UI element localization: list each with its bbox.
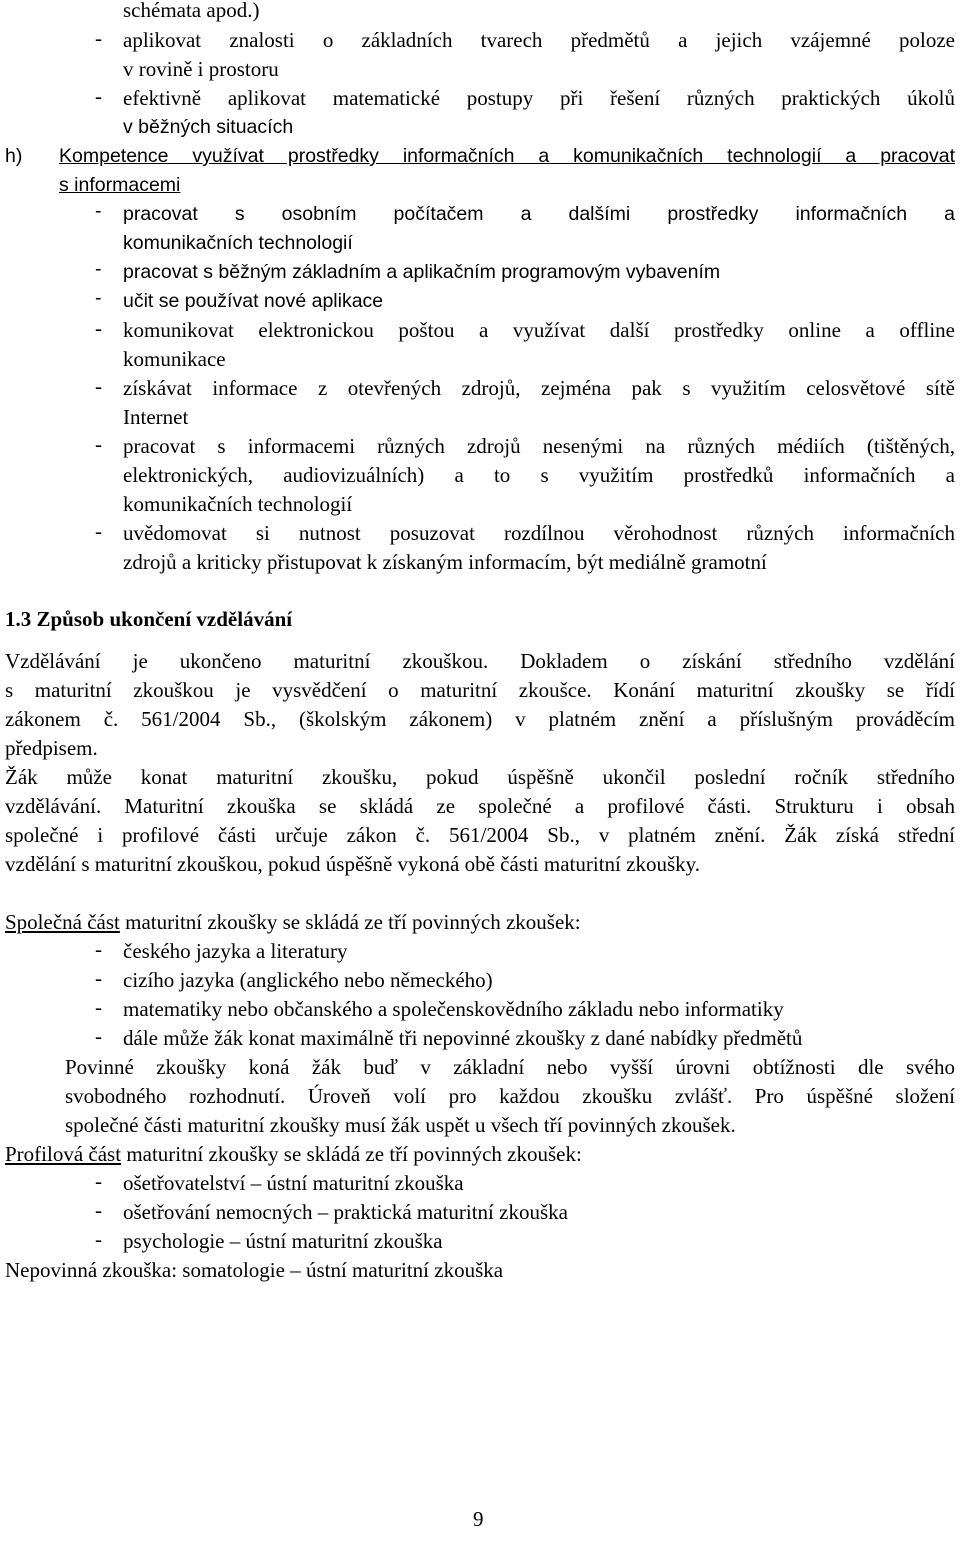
list-item: psychologie – ústní maturitní zkouška [123,1229,443,1253]
list-item: pracovat s běžným základním a aplikačním programovým vybavením [123,261,721,283]
section-heading: 1.3 Způsob ukončení vzdělávání [5,607,293,631]
list-item: pracovat s informacemi různých zdrojů nesenými na různých médiích (tištěných, [123,434,955,458]
list-item: komunikovat elektronickou poštou a využívat další prostředky online a offline [123,318,955,342]
list-item: dále může žák konat maximálně tři nepovinné zkoušky z dané nabídky předmětů [123,1026,803,1050]
list-dash: - [95,84,102,108]
list-item-continuation: Internet [123,405,189,429]
paragraph-line: zákonem č. 561/2004 Sb., (školským zákonem) v platném znění a příslušným prováděcím [5,707,955,731]
profile-part-rest: maturitní zkoušky se skládá ze tří povinných zkoušek: [121,1142,582,1166]
list-item: uvědomovat si nutnost posuzovat rozdílnou věrohodnost různých informačních [123,521,955,545]
list-item: efektivně aplikovat matematické postupy při řešení různých praktických úkolů [123,86,955,110]
list-item: cizího jazyka (anglického nebo německého) [123,968,493,992]
list-dash: - [95,519,102,543]
list-dash: - [95,937,102,961]
list-dash: - [95,1024,102,1048]
list-item: získávat informace z otevřených zdrojů, zejména pak s využitím celosvětové sítě [123,376,955,400]
paragraph-line: společné části maturitní zkoušky musí žák uspět u všech tří povinných zkoušek. [65,1113,736,1137]
list-item-continuation: v běžných situacích [123,116,294,138]
optional-exam: Nepovinná zkouška: somatologie – ústní maturitní zkouška [5,1258,504,1282]
profile-part-label: Profilová část [5,1142,122,1166]
list-dash: - [95,200,102,222]
list-item: učit se používat nové aplikace [123,290,384,312]
paragraph-line: vzdělání s maturitní zkouškou, pokud úspěšně vykoná obě části maturitní zkoušky. [5,852,701,876]
competence-title: Kompetence využívat prostředky informačních a komunikačních technologií a pracovat [59,145,955,167]
list-dash: - [95,26,102,50]
paragraph-line: společné i profilové části určuje zákon č. 561/2004 Sb., v platném znění. Žák získá střední [5,823,955,847]
common-part-rest: maturitní zkoušky se skládá ze tří povinných zkoušek: [119,910,581,934]
competence-title-continuation: s informacemi [59,174,181,196]
list-dash: - [95,966,102,990]
competence-prefix: h) [5,145,23,167]
paragraph-line: s maturitní zkouškou je vysvědčení o maturitní zkoušce. Konání maturitní zkoušky se řídí [5,678,955,702]
paragraph-line: svobodného rozhodnutí. Úroveň volí pro každou zkoušku zvlášť. Pro úspěšné složení [65,1084,955,1108]
list-dash: - [95,287,102,309]
list-item: aplikovat znalosti o základních tvarech předmětů a jejich vzájemné poloze [123,28,955,52]
paragraph-line: Žák může konat maturitní zkoušku, pokud úspěšně ukončil poslední ročník středního [5,765,955,789]
list-item-continuation: komunikace [123,347,226,371]
common-part-label: Společná část [5,910,120,934]
list-dash: - [95,1198,102,1222]
common-part-intro [5,908,581,937]
paragraph-line: vzdělávání. Maturitní zkouška se skládá ze společné a profilové části. Strukturu i obsah [5,794,955,818]
list-dash: - [95,432,102,456]
profile-part-intro [5,1140,582,1169]
list-item: matematiky nebo občanského a společenskovědního základu nebo informatiky [123,997,784,1021]
list-continuation: schémata apod.) [123,0,260,22]
list-item-continuation: v rovině i prostoru [123,57,279,81]
list-dash: - [95,374,102,398]
list-dash: - [95,1169,102,1193]
list-item: ošetřování nemocných – praktická maturitní zkouška [123,1200,568,1224]
list-item-continuation: komunikačních technologií [123,492,353,516]
list-dash: - [95,995,102,1019]
list-dash: - [95,1227,102,1251]
list-item: českého jazyka a literatury [123,939,348,963]
list-item-continuation: zdrojů a kriticky přistupovat k získaným informacím, být mediálně gramotní [123,550,767,574]
list-item-continuation: komunikačních technologií [123,232,353,254]
list-item: pracovat s osobním počítačem a dalšími prostředky informačních a [123,203,955,225]
list-dash: - [95,258,102,280]
paragraph-line: Povinné zkoušky koná žák buď v základní nebo vyšší úrovni obtížnosti dle svého [65,1055,955,1079]
paragraph-line: předpisem. [5,736,98,760]
list-item: ošetřovatelství – ústní maturitní zkouška [123,1171,464,1195]
page-number: 9 [473,1507,484,1531]
paragraph-line: Vzdělávání je ukončeno maturitní zkouškou. Dokladem o získání středního vzdělání [5,649,955,673]
list-item-continuation: elektronických, audiovizuálních) a to s využitím prostředků informačních a [123,463,955,487]
list-dash: - [95,316,102,340]
